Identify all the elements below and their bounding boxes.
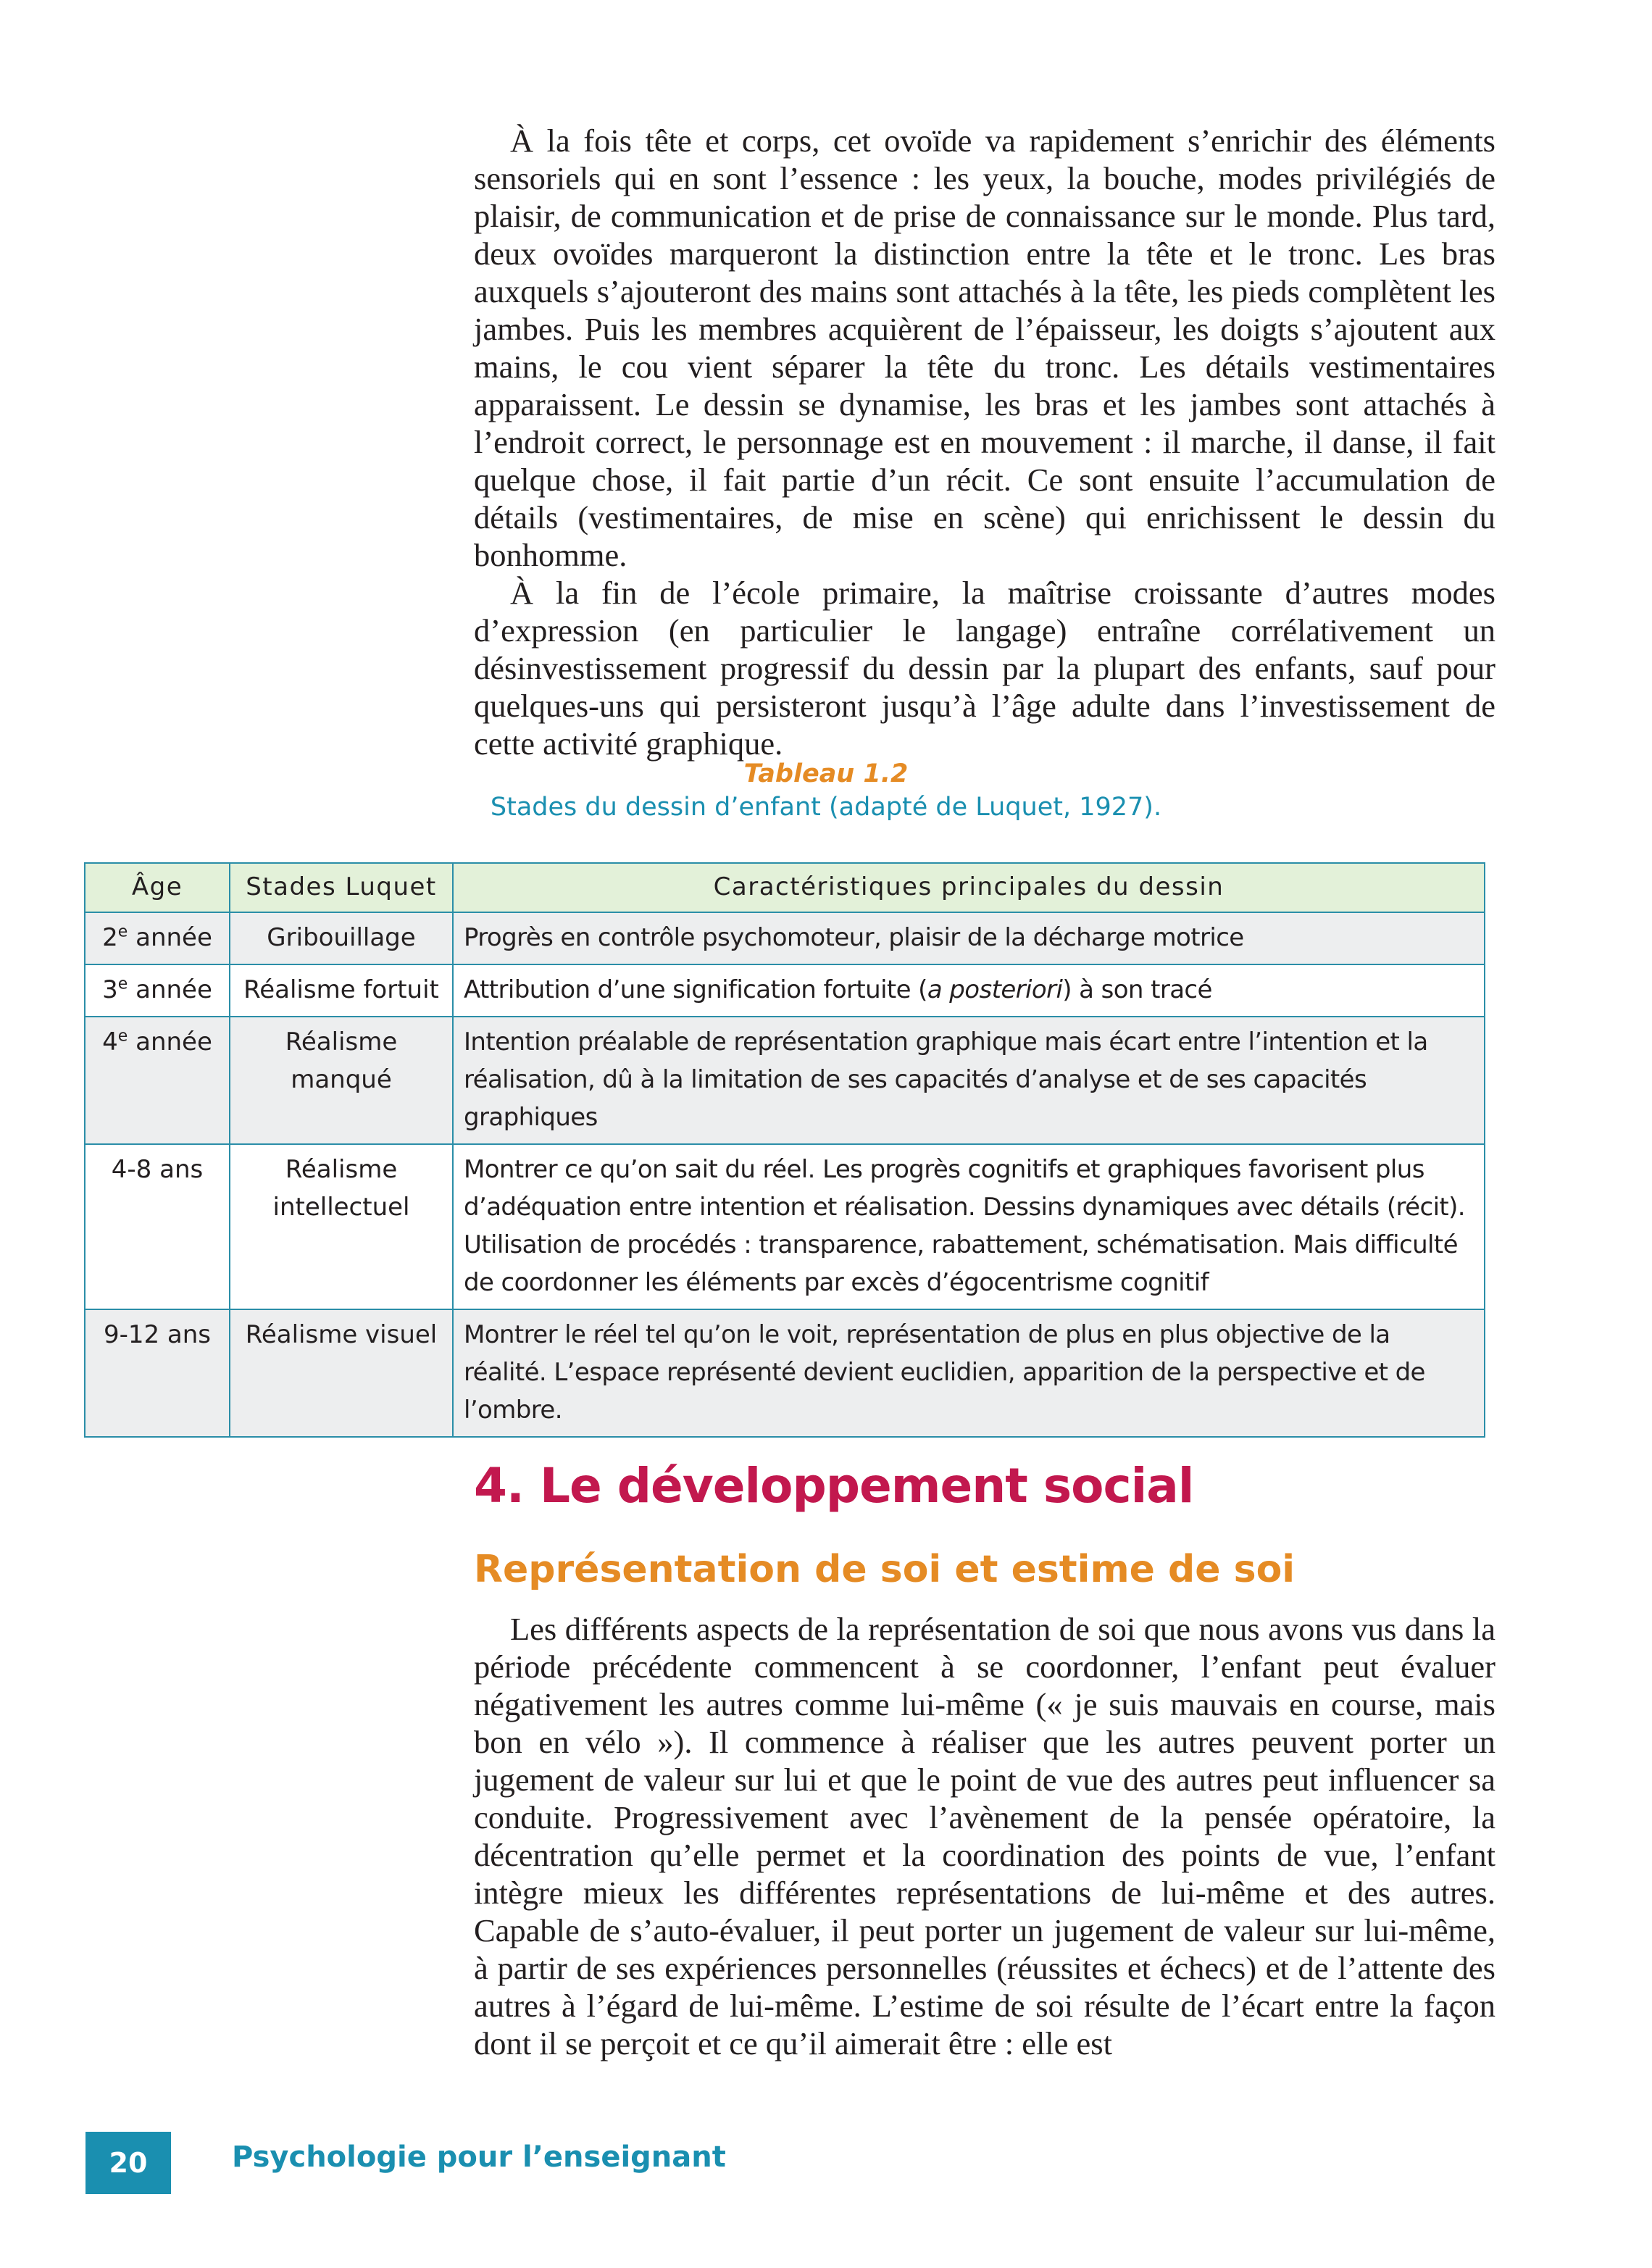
paragraph: Les différents aspects de la représentation de soi que nous avons vus dans la période précédente commencent à se coordonner, l’enfant peut évaluer négativement les autres comme lui-même (« je suis mauvais en course, mais bon en vélo »). Il commence à réaliser que les autres peuvent porter un jugement de valeur sur lui et que le point de vue des autres peut influencer sa conduite. Progressivement avec l’avènement de la pensée opératoire, la décentration qu’elle permet et la coordination des points de vue, l’enfant intègre mieux les différentes représentations de lui-même et des autres. Capable de s’auto-évaluer, il peut porter un jugement de valeur sur lui-même, à partir de ses expériences personnelles (réussites et échecs) et de l’attente des autres à l’égard de lui-même. L’estime de soi résulte de l’écart entre la façon dont il se perçoit et ce qu’il aimerait être : elle est xyxy=(474,1611,1495,2061)
table-caption-title: Stades du dessin d’enfant (adapté de Luquet, 1927). xyxy=(490,793,1162,822)
column-header-age: Âge xyxy=(85,863,230,912)
table-row xyxy=(85,964,1485,1017)
description-cell: Montrer ce qu’on sait du réel. Les progrès cognitifs et graphiques favorisent plus d’adéquation entre intention et réalisation. Dessins dynamiques avec détails (récit). Utilisation de procédés : transparence, rabattement, schématisation. Mais difficulté de coordonner les éléments par excès d’égocentrisme cognitif xyxy=(453,1144,1485,1309)
table-row xyxy=(85,1144,1485,1309)
description-cell: Attribution d’une signification fortuite (a posteriori) à son tracé xyxy=(453,964,1485,1017)
column-header-stage: Stades Luquet xyxy=(230,863,453,912)
description-cell: Progrès en contrôle psychomoteur, plaisir de la décharge motrice xyxy=(453,912,1485,964)
section-title: 4. Le développement social xyxy=(474,1458,1194,1514)
stages-table xyxy=(84,862,1485,1438)
intro-text xyxy=(474,122,1495,762)
table-caption-label: Tableau 1.2 xyxy=(743,759,909,788)
subsection-title: Représentation de soi et estime de soi xyxy=(474,1548,1296,1591)
table-row xyxy=(85,1309,1485,1437)
stage-cell: Gribouillage xyxy=(230,912,453,964)
age-cell: 4e année xyxy=(85,1017,230,1144)
age-cell: 2e année xyxy=(85,912,230,964)
stage-cell: Réalisme visuel xyxy=(230,1309,453,1437)
section-body xyxy=(474,1610,1495,2062)
age-cell: 4-8 ans xyxy=(85,1144,230,1309)
paragraph: À la fin de l’école primaire, la maîtrise croissante d’autres modes d’expression (en particulier le langage) entraîne corrélativement un désinvestissement progressif du dessin par la plupart des enfants, sauf pour quelques-uns qui persisteront jusqu’à l’âge adulte dans l’investissement de cette activité graphique. xyxy=(474,575,1495,762)
stage-cell: Réalisme fortuit xyxy=(230,964,453,1017)
paragraph: À la fois tête et corps, cet ovoïde va rapidement s’enrichir des éléments sensoriels qui en sont l’essence : les yeux, la bouche, modes privilégiés de plaisir, de communication et de prise de connaissance sur le monde. Plus tard, deux ovoïdes marqueront la distinction entre la tête et le tronc. Les bras auxquels s’ajouteront des mains sont attachés à la tête, les pieds complètent les jambes. Puis les membres acquièrent de l’épaisseur, les doigts s’ajoutent aux mains, le cou vient séparer la tête du tronc. Les détails vestimentaires apparaissent. Le dessin se dynamise, les bras et les jambes sont attachés à l’endroit correct, le personnage est en mouvement : il marche, il danse, il fait quelque chose, il fait partie d’un récit. Ce sont ensuite l’accumulation de détails (vestimentaires, de mise en scène) qui enrichissent le dessin du bonhomme. xyxy=(474,122,1495,573)
stage-cell: Réalisme manqué xyxy=(230,1017,453,1144)
column-header-characteristics: Caractéristiques principales du dessin xyxy=(453,863,1485,912)
description-cell: Intention préalable de représentation graphique mais écart entre l’intention et la réalisation, dû à la limitation de ses capacités d’analyse et de ses capacités graphiques xyxy=(453,1017,1485,1144)
table-header-row xyxy=(85,863,1485,912)
table-row xyxy=(85,912,1485,964)
description-cell: Montrer le réel tel qu’on le voit, représentation de plus en plus objective de la réalité. L’espace représenté devient euclidien, apparition de la perspective et de l’ombre. xyxy=(453,1309,1485,1437)
book-title: Psychologie pour l’enseignant xyxy=(232,2140,726,2174)
page-number: 20 xyxy=(85,2132,171,2194)
age-cell: 3e année xyxy=(85,964,230,1017)
age-cell: 9-12 ans xyxy=(85,1309,230,1437)
table-row xyxy=(85,1017,1485,1144)
stage-cell: Réalisme intellectuel xyxy=(230,1144,453,1309)
